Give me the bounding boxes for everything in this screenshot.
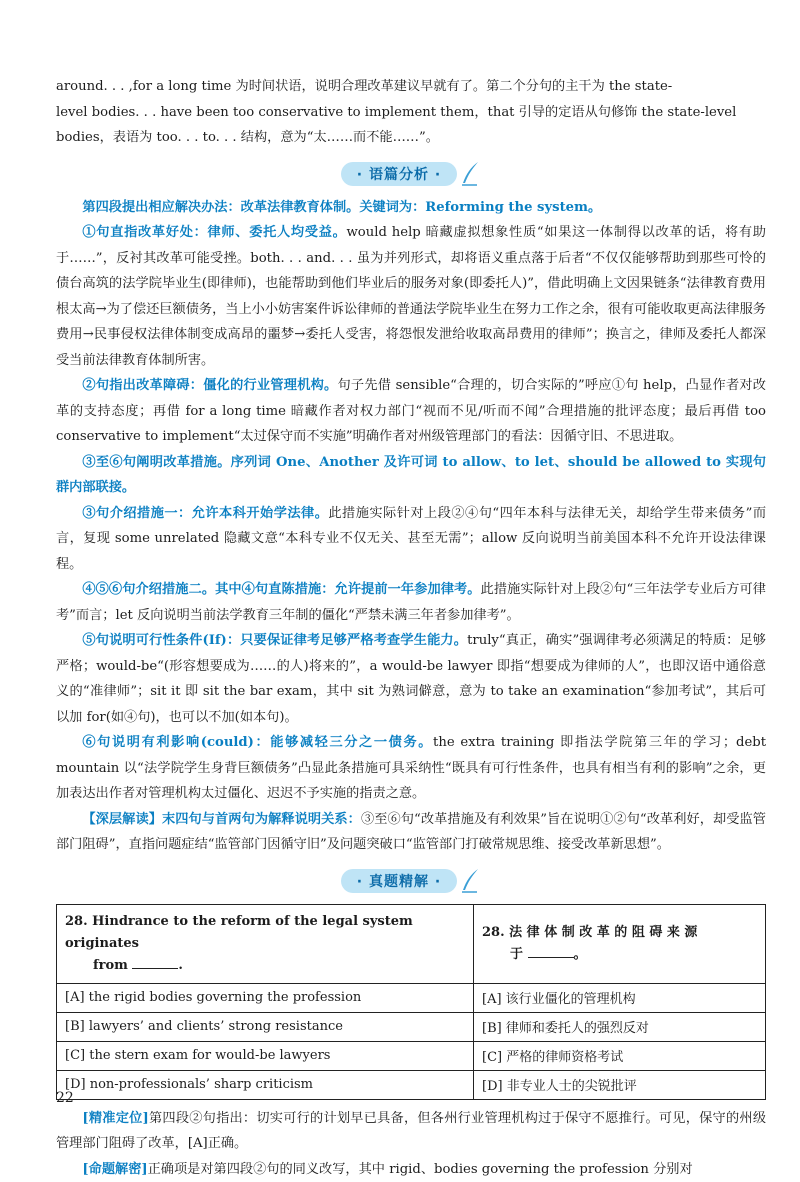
answer-blank	[528, 957, 574, 958]
option-row	[57, 983, 766, 1012]
paragraph-sentences-3-6: ③至⑥句阐明改革措施。序列词 One、Another 及许可词 to allow、to let、should be allowed to 实现句群内部联接。	[56, 450, 766, 501]
option-cn: [D] 非专业人士的尖锐批评	[474, 1070, 766, 1099]
banner-label: · 语篇分析 ·	[341, 162, 457, 186]
page-content	[56, 74, 766, 1182]
paragraph-sentence-4-5-6: ④⑤⑥句介绍措施二。其中④句直陈措施：允许提前一年参加律考。此措施实际针对上段②句“三年法学专业后方可律考”而言；let 反向说明当前法学教育三年制的僵化“严禁未满三年者参加律考”。	[56, 577, 766, 628]
paragraph-intro: 第四段提出相应解决办法：改革法律教育体制。关键词为：Reforming the system。	[56, 195, 766, 221]
question-cn: 28. 法 律 体 制 改 革 的 阻 碍 来 源 于 。	[474, 904, 766, 983]
answer-blank	[132, 968, 178, 969]
banner-label: · 真题精解 ·	[341, 869, 457, 893]
section-banner-discourse-analysis	[56, 155, 766, 193]
paragraph-sentence-3: ③句介绍措施一：允许本科开始学法律。此措施实际针对上段②④句“四年本科与法律无关，却给学生带来债务”而言，复现 some unrelated 隐藏文意“本科专业不仅无关、甚至无需”；allow 反向说明当前美国本科不允许开设法律课程。	[56, 501, 766, 578]
option-row	[57, 1012, 766, 1041]
question-table	[56, 904, 766, 1100]
option-cn: [A] 该行业僵化的管理机构	[474, 983, 766, 1012]
paragraph-sentence-5: ⑤句说明可行性条件(If)：只要保证律考足够严格考查学生能力。truly“真正，确实”强调律考必须满足的特质：足够严格；would-be“(形容想要成为……的人)将来的”，a would-be lawyer 即指“想要成为律师的人”，也即汉语中通俗意义的“准律师”；sit it 即 sit the bar exam，其中 sit 为熟词僻意，意为 to take an examination“参加考试”，其后可以加 for(如④句)，也可以不加(如本句)。	[56, 628, 766, 730]
quill-icon	[459, 161, 481, 187]
option-row	[57, 1070, 766, 1099]
paragraph-sentence-1: ①句直指改革好处：律师、委托人均受益。would help 暗藏虚拟想象性质“如果这一体制得以改革的话，将有助于……”，反衬其改革可能受挫。both. . . and. . . 虽为并列形式，却将语义重点落于后者“不仅仅能够帮助到那些可怜的债台高筑的法学院毕业生(即律师)，也能帮助到他们毕业后的服务对象(即委托人)”，借此明确上文因果链条“法律教育费用根太高→为了偿还巨额债务，当上小小妨害案件诉讼律师的普通法学院毕业生在努力工作之余，很有可能收取更高法律服务费用→民事侵权法律体制变成高昂的噩梦→委托人受害，将怨恨发泄给收取高昂费用的律师”；换言之，律师及委托人都深受当前法律教育体制所害。	[56, 220, 766, 373]
question-en: 28. Hindrance to the reform of the legal system originates from .	[57, 904, 474, 983]
option-cn: [B] 律师和委托人的强烈反对	[474, 1012, 766, 1041]
page-number: 22	[56, 1090, 74, 1106]
paragraph-precise-location: [精准定位]第四段②句指出：切实可行的计划早已具备，但各州行业管理机构过于保守不愿推行。可见，保守的州级管理部门阻碍了改革，[A]正确。	[56, 1106, 766, 1157]
paragraph-question-decoding: [命题解密]正确项是对第四段②句的同义改写，其中 rigid、bodies governing the profession 分别对	[56, 1157, 766, 1182]
paragraph-sentence-2: ②句指出改革障碍：僵化的行业管理机构。句子先借 sensible“合理的，切合实际的”呼应①句 help，凸显作者对改革的支持态度；再借 for a long time 暗藏作者对权力部门“视而不见/听而不闻”合理措施的批评态度；最后再借 too conservative to implement“太过保守而不实施”明确作者对州级管理部门的看法：因循守旧、不思进取。	[56, 373, 766, 450]
option-en: [B] lawyers’ and clients’ strong resistance	[57, 1012, 474, 1041]
option-en: [C] the stern exam for would-be lawyers	[57, 1041, 474, 1070]
option-en: [A] the rigid bodies governing the profession	[57, 983, 474, 1012]
paragraph-deep-reading: 【深层解读】末四句与首两句为解释说明关系：③至⑥句“改革措施及有利效果”旨在说明①②句“改革利好，却受监管部门阻碍”，直指问题症结“监管部门因循守旧”及问题突破口“监管部门打破常规思维、接受改革新思想”。	[56, 807, 766, 858]
question-row	[57, 904, 766, 983]
paragraph-sentence-6: ⑥句说明有利影响(could)：能够减轻三分之一债务。the extra training 即指法学院第三年的学习；debt mountain 以“法学院学生身背巨额债务”凸显此条措施可具采纳性“既具有可行性条件，也具有相当有利的影响”之余，更加表达出作者对管理机构太过僵化、迟迟不予实施的指责之意。	[56, 730, 766, 807]
quill-icon	[459, 868, 481, 894]
option-en: [D] non-professionals’ sharp criticism	[57, 1070, 474, 1099]
option-row	[57, 1041, 766, 1070]
section-banner-exam-analysis	[56, 862, 766, 900]
top-paragraph: around. . . ,for a long time 为时间状语，说明合理改革建议早就有了。第二个分句的主干为 the state- level bodies. . . have been too conservative to implement them，that 引导的定语从句修饰 the state-level bodies，表语为 too. . . to. . . 结构，意为“太……而不能……”。	[56, 74, 766, 151]
option-cn: [C] 严格的律师资格考试	[474, 1041, 766, 1070]
